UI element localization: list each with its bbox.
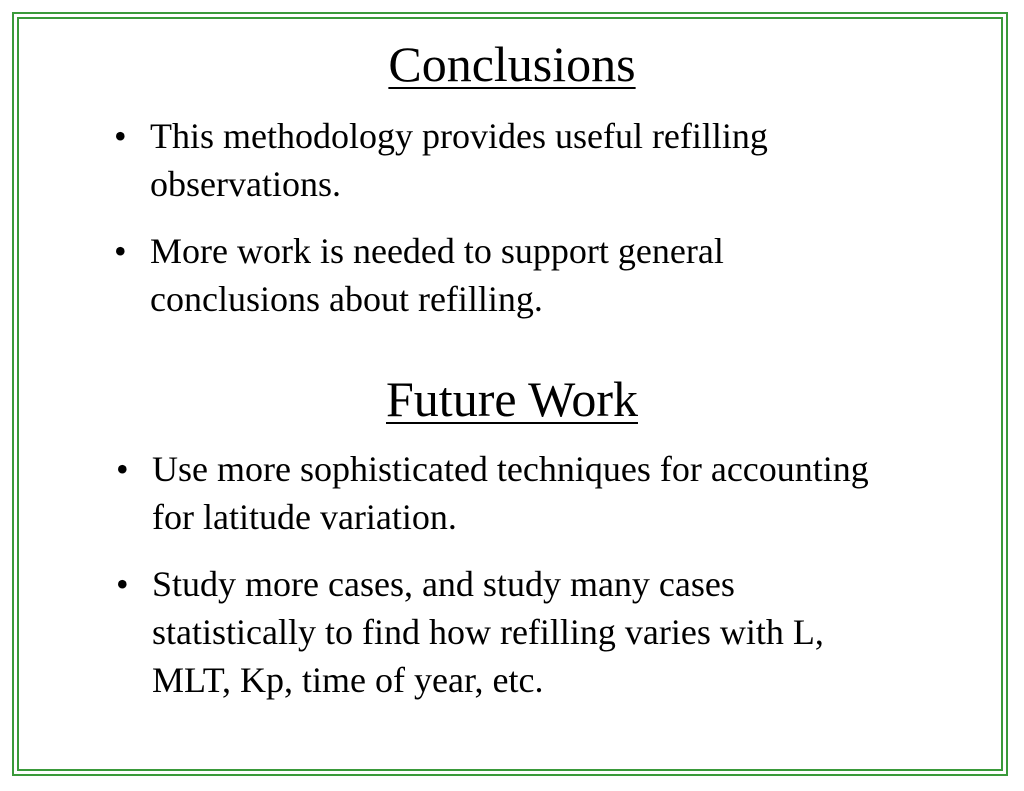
bullet-icon: • <box>114 116 127 156</box>
bullet-icon: • <box>114 231 127 271</box>
bullet-text: Use more sophisticated techniques for accounting for latitude variation. <box>152 449 869 537</box>
bullet-text: This methodology provides useful refilling observations. <box>150 116 768 204</box>
bullet-icon: • <box>116 564 129 604</box>
conclusions-list <box>114 112 894 342</box>
future-work-heading: Future Work <box>386 371 638 427</box>
list-item <box>116 445 896 541</box>
bullet-text: Study more cases, and study many cases statistically to find how refilling varies with L, MLT, Kp, time of year, etc. <box>152 564 824 700</box>
list-item <box>116 560 896 704</box>
future-work-list <box>116 445 896 723</box>
conclusions-heading: Conclusions <box>388 36 636 92</box>
bullet-icon: • <box>116 449 129 489</box>
list-item <box>114 227 894 323</box>
bullet-text: More work is needed to support general conclusions about refilling. <box>150 231 724 319</box>
list-item <box>114 112 894 208</box>
